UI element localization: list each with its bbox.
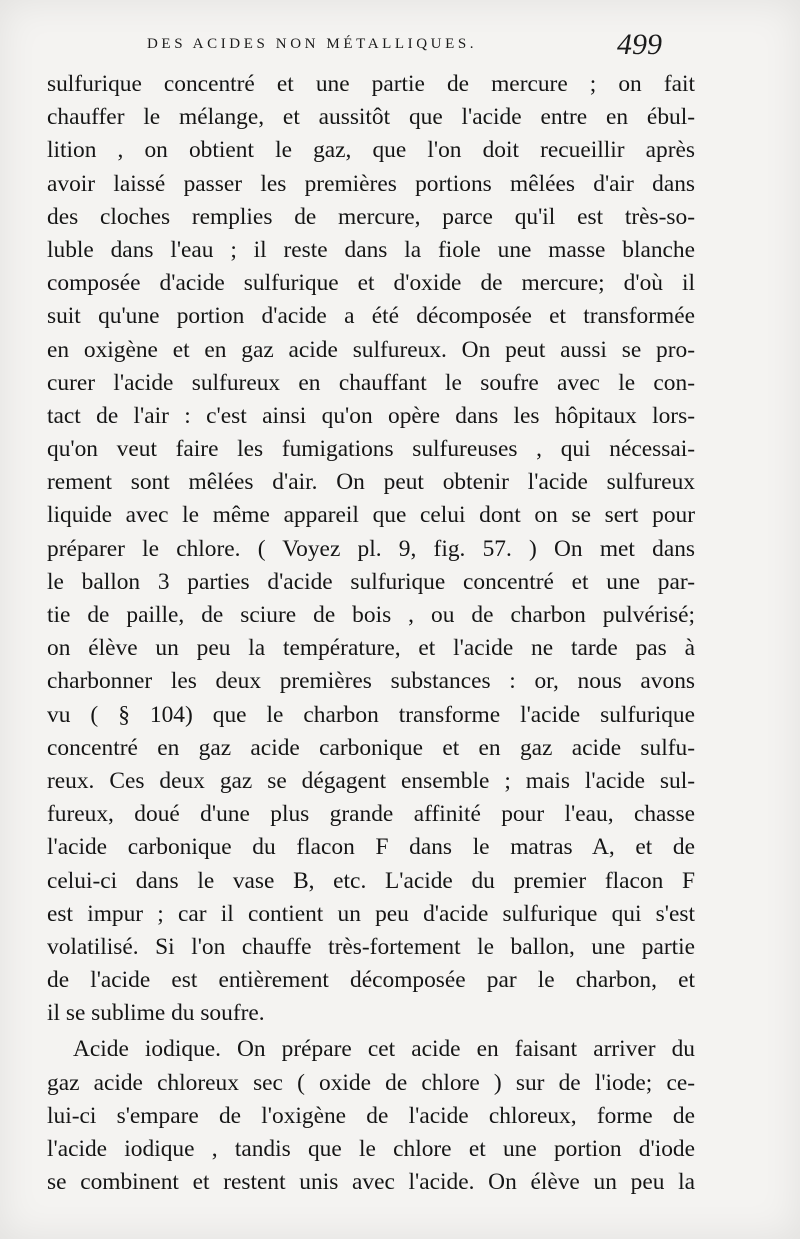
text-line: celui-ci dans le vase B, etc. L'acide du premier flacon F	[47, 867, 695, 894]
text-line: des cloches remplies de mercure, parce qu'il est très-so-	[47, 203, 695, 230]
text-line: qu'on veut faire les fumigations sulfureuses , qui nécessai-	[47, 436, 695, 463]
text-line: gaz acide chloreux sec ( oxide de chlore ) sur de l'iode; ce-	[47, 1069, 695, 1096]
text-line: suit qu'une portion d'acide a été décomposée et transformée	[47, 303, 695, 330]
text-line: reux. Ces deux gaz se dégagent ensemble ; mais l'acide sul-	[47, 767, 695, 794]
text-line: il se sublime du soufre.	[47, 1000, 265, 1027]
text-line: se combinent et restent unis avec l'acide. On élève un peu la	[47, 1169, 695, 1196]
text-line: tact de l'air : c'est ainsi qu'on opère dans les hôpitaux lors-	[47, 402, 695, 429]
text-line: composée d'acide sulfurique et d'oxide de mercure; d'où il	[47, 270, 695, 297]
text-line: lui-ci s'empare de l'oxigène de l'acide chloreux, forme de	[47, 1102, 695, 1129]
text-line: concentré en gaz acide carbonique et en gaz acide sulfu-	[47, 734, 695, 761]
text-line: liquide avec le même appareil que celui dont on se sert pour	[47, 502, 695, 529]
text-line: volatilisé. Si l'on chauffe très-fortement le ballon, une partie	[47, 933, 695, 960]
text-line: charbonner les deux premières substances : or, nous avons	[47, 668, 695, 695]
text-line: avoir laissé passer les premières portions mêlées d'air dans	[47, 170, 695, 197]
text-line: l'acide iodique , tandis que le chlore et une portion d'iode	[47, 1136, 695, 1162]
text-line: fureux, doué d'une plus grande affinité pour l'eau, chasse	[47, 801, 695, 828]
text-line: de l'acide est entièrement décomposée par le charbon, et	[47, 967, 695, 994]
text-line: rement sont mêlées d'air. On peut obtenir l'acide sulfureux	[47, 469, 695, 496]
text-line: en oxigène et en gaz acide sulfureux. On peut aussi se pro-	[47, 336, 695, 363]
text-line: lition , on obtient le gaz, que l'on doit recueillir après	[47, 137, 695, 164]
text-line: tie de paille, de sciure de bois , ou de charbon pulvérisé;	[47, 602, 695, 628]
text-line: vu ( § 104) que le charbon transforme l'acide sulfurique	[47, 701, 695, 728]
text-line: préparer le chlore. ( Voyez pl. 9, fig. 57. ) On met dans	[47, 535, 695, 562]
text-line: le ballon 3 parties d'acide sulfurique concentré et une par-	[47, 568, 695, 595]
text-line: Acide iodique. On prépare cet acide en faisant arriver du	[73, 1036, 695, 1063]
running-head: DES ACIDES NON MÉTALLIQUES.	[147, 36, 478, 52]
text-line: curer l'acide sulfureux en chauffant le soufre avec le con-	[47, 369, 695, 396]
page-number: 499	[617, 28, 662, 61]
text-line: chauffer le mélange, et aussitôt que l'acide entre en ébul-	[47, 104, 695, 131]
text-line: sulfurique concentré et une partie de mercure ; on fait	[47, 71, 695, 97]
text-line: l'acide carbonique du flacon F dans le matras A, et de	[47, 834, 695, 861]
body-text	[47, 68, 695, 1199]
text-line: est impur ; car il contient un peu d'acide sulfurique qui s'est	[47, 900, 695, 927]
text-line: on élève un peu la température, et l'acide ne tarde pas à	[47, 635, 695, 662]
page-header	[0, 28, 800, 68]
text-line: luble dans l'eau ; il reste dans la fiole une masse blanche	[47, 236, 695, 263]
